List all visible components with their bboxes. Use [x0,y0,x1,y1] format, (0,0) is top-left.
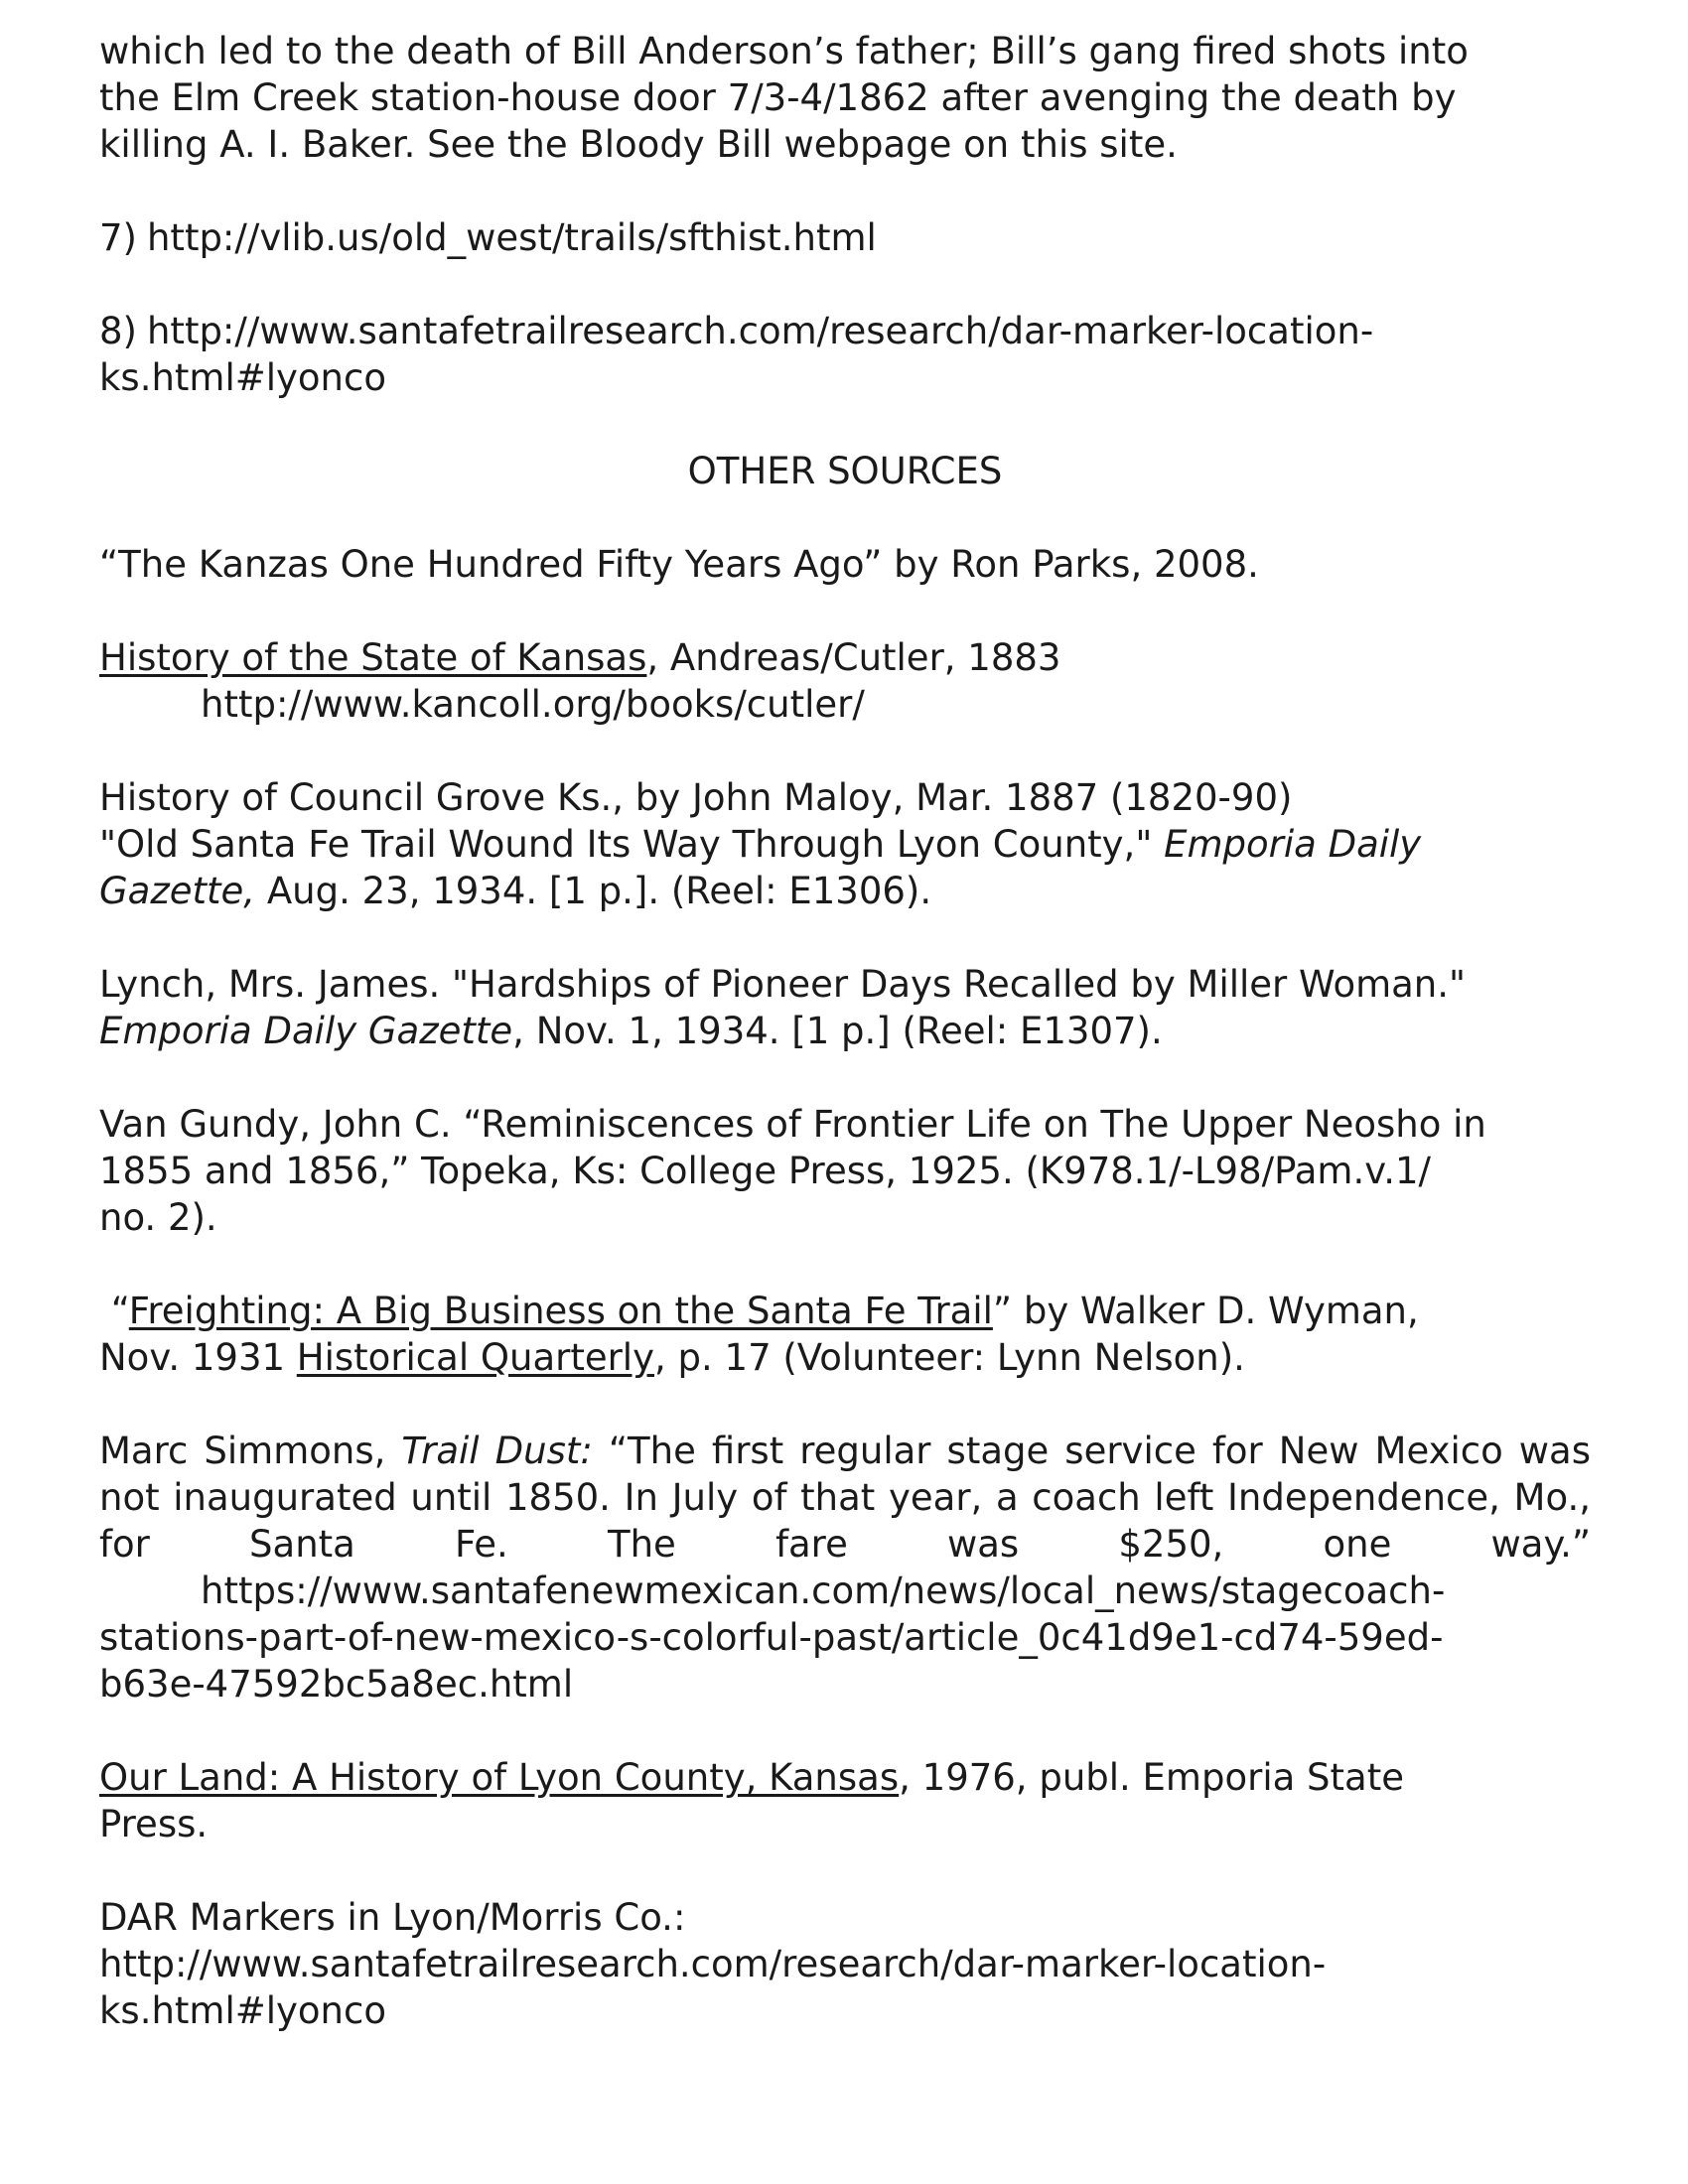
ourland-title: Our Land: A History of Lyon County, Kansas [99,1756,900,1799]
source-maloy [99,774,1591,914]
source-dar [99,1894,1591,2034]
note-8-url-cont[interactable]: ks.html#lyonco [99,356,386,399]
simmons-quote-block [99,1428,1591,1568]
ourland-rest: , 1976, publ. Emporia State [899,1756,1404,1799]
dar-url[interactable]: http://www.santafetrailresearch.com/research/dar-marker-location- [99,1943,1327,1985]
dar-url-cont[interactable]: ks.html#lyonco [99,1989,386,2032]
maloy-paper-cont: Gazette, [99,870,256,912]
note-7 [99,214,1591,261]
source-kanzas: “The Kanzas One Hundred Fifty Years Ago” by Ron Parks, 2008. [99,543,1259,586]
simmons-url-cont[interactable]: b63e-47592bc5a8ec.html [99,1663,574,1706]
section-heading: OTHER SOURCES [687,450,1003,492]
source-lynch [99,961,1591,1054]
wyman-title: Freighting: A Big Business on the Santa Fe Trail [128,1290,993,1332]
intro-paragraph [99,28,1591,168]
document-page [99,28,1591,2081]
simmons-author: Marc Simmons, [99,1430,402,1472]
vangundy-line: no. 2). [99,1196,217,1239]
wyman-date: Nov. 1931 [99,1336,297,1379]
source-wyman [99,1288,1591,1381]
ourland-line2: Press. [99,1803,209,1845]
simmons-book: Trail Dust: [401,1430,593,1472]
simmons-quote: “The first regular stage service for New Mexico was not inaugurated until 1850. In July of that year, a coach left Independence, Mo., for Santa Fe. The fare was $250, one way.” [99,1430,1591,1566]
lynch-rest: , Nov. 1, 1934. [1 p.] (Reel: E1307). [512,1010,1163,1052]
lynch-paper: Emporia Daily Gazette [99,1010,513,1052]
maloy-rest: Aug. 23, 1934. [1 p.]. (Reel: E1306). [255,870,932,912]
intro-line: which led to the death of Bill Anderson’s father; Bill’s gang fired shots into [99,30,1469,72]
source-ourland [99,1754,1591,1847]
lynch-line: Lynch, Mrs. James. "Hardships of Pioneer Days Recalled by Miller Woman." [99,963,1467,1006]
source-vangundy [99,1101,1591,1241]
source-andreas [99,634,1591,728]
wyman-rest: , p. 17 (Volunteer: Lynn Nelson). [654,1336,1245,1379]
wyman-journal: Historical Quarterly [296,1336,654,1379]
note-7-url[interactable]: http://vlib.us/old_west/trails/sfthist.html [146,216,877,259]
maloy-article: "Old Santa Fe Trail Wound Its Way Through Lyon County," [99,823,1165,866]
note-8 [99,308,1591,401]
note-number: 7) [99,216,137,259]
andreas-rest: , Andreas/Cutler, 1883 [646,636,1061,679]
note-number: 8) [99,310,137,352]
source-simmons [99,1428,1591,1707]
simmons-url-cont[interactable]: stations-part-of-new-mexico-s-colorful-past/article_0c41d9e1-cd74-59ed- [99,1616,1444,1659]
note-8-url[interactable]: http://www.santafetrailresearch.com/research/dar-marker-location- [146,310,1374,352]
vangundy-line: 1855 and 1856,” Topeka, Ks: College Press, 1925. (K978.1/-L98/Pam.v.1/ [99,1150,1431,1192]
simmons-url[interactable]: https://www.santafenewmexican.com/news/local_news/stagecoach- [201,1570,1446,1612]
andreas-title: History of the State of Kansas [99,636,647,679]
intro-line: the Elm Creek station-house door 7/3-4/1862 after avenging the death by [99,76,1457,119]
intro-line: killing A. I. Baker. See the Bloody Bill webpage on this site. [99,123,1178,166]
maloy-paper: Emporia Daily [1164,823,1422,866]
maloy-line: History of Council Grove Ks., by John Maloy, Mar. 1887 (1820-90) [99,776,1293,819]
vangundy-line: Van Gundy, John C. “Reminiscences of Frontier Life on The Upper Neosho in [99,1103,1486,1146]
wyman-after-title: ” by Walker D. Wyman, [992,1290,1419,1332]
andreas-url[interactable]: http://www.kancoll.org/books/cutler/ [201,683,865,726]
wyman-open-quote: “ [110,1290,129,1332]
dar-label: DAR Markers in Lyon/Morris Co.: [99,1896,686,1939]
